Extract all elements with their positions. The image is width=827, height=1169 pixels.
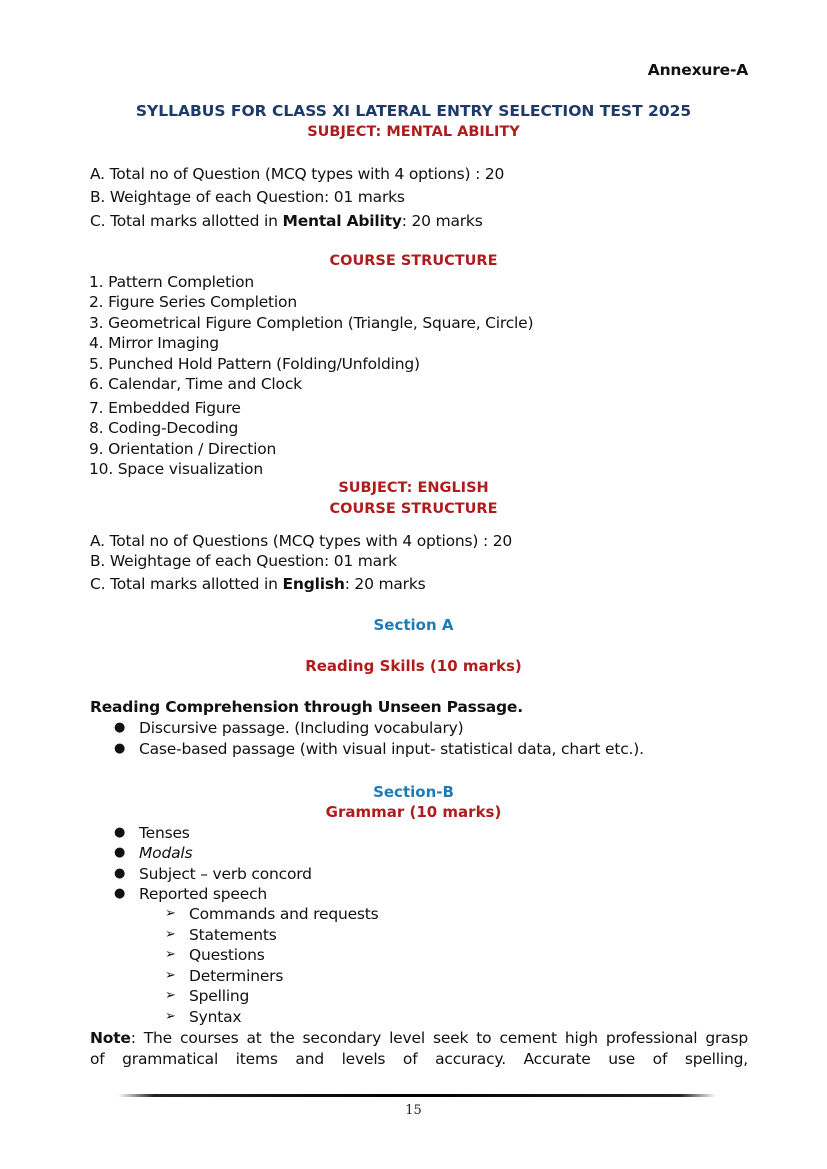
note-label: Note [90,1029,131,1047]
list-item: 8. Coding-Decoding [89,419,239,437]
list-item: Spelling [189,987,250,1005]
list-item: Reported speech [139,885,268,903]
mental-total-marks-suffix: : 20 marks [401,212,483,230]
annexure-label: Annexure-A [647,61,748,79]
note-line-1 [90,1028,748,1049]
footer-divider [118,1094,716,1097]
list-item: Subject – verb concord [139,865,312,883]
mental-total-questions: A. Total no of Question (MCQ types with 4 options) : 20 [90,165,505,183]
english-total-marks-prefix: C. Total marks allotted in [90,575,283,593]
arrow-bullet-icon: ➢ [165,1009,176,1024]
english-course-structure-heading: COURSE STRUCTURE [329,501,498,517]
mental-course-structure-heading: COURSE STRUCTURE [329,253,498,269]
note-line-2 [90,1049,748,1070]
reading-skills-heading: Reading Skills (10 marks) [305,657,522,675]
list-item: 1. Pattern Completion [89,273,254,291]
arrow-bullet-icon: ➢ [165,988,176,1003]
list-item: Determiners [189,967,284,985]
arrow-bullet-icon: ➢ [165,947,176,962]
section-a-heading: Section A [373,616,454,634]
list-item: 6. Calendar, Time and Clock [89,375,302,393]
english-total-marks-subject: English [282,575,345,593]
bullet-icon: ● [114,866,126,881]
arrow-bullet-icon: ➢ [165,906,176,921]
list-item: Tenses [139,824,190,842]
arrow-bullet-icon: ➢ [165,968,176,983]
bullet-icon: ● [114,825,126,840]
list-item: Modals [139,844,193,862]
bullet-icon: ● [114,741,126,756]
reading-comprehension-lead: Reading Comprehension through Unseen Passage. [90,698,523,716]
english-total-questions: A. Total no of Questions (MCQ types with 4 options) : 20 [90,532,513,550]
mental-total-marks-subject: Mental Ability [282,212,402,230]
bullet-icon: ● [114,886,126,901]
note-text-1: : The courses at the secondary level seek to cement high professional grasp [130,1029,748,1047]
list-item: Commands and requests [189,905,379,923]
bullet-icon: ● [114,720,126,735]
list-item: 5. Punched Hold Pattern (Folding/Unfolding) [89,355,420,373]
english-total-marks [90,575,426,593]
english-total-marks-suffix: : 20 marks [344,575,426,593]
list-item: 7. Embedded Figure [89,399,241,417]
list-item: Statements [189,926,277,944]
section-b-heading: Section-B [373,783,454,801]
page-number: 15 [405,1103,422,1118]
list-item: 10. Space visualization [89,460,263,478]
english-weightage: B. Weightage of each Question: 01 mark [90,552,397,570]
list-item: 2. Figure Series Completion [89,293,297,311]
list-item: Discursive passage. (Including vocabulary) [139,719,464,737]
list-item: Questions [189,946,265,964]
mental-weightage: B. Weightage of each Question: 01 marks [90,188,405,206]
grammar-heading: Grammar (10 marks) [325,803,502,821]
note-text-2: of grammatical items and levels of accuracy. Accurate use of spelling, [90,1050,748,1068]
list-item: 4. Mirror Imaging [89,334,219,352]
page-title: SYLLABUS FOR CLASS XI LATERAL ENTRY SELECTION TEST 2025 [135,102,692,120]
list-item: 3. Geometrical Figure Completion (Triangle, Square, Circle) [89,314,534,332]
list-item: 9. Orientation / Direction [89,440,277,458]
subject-mental-ability-heading: SUBJECT: MENTAL ABILITY [307,124,520,140]
bullet-icon: ● [114,845,126,860]
subject-english-heading: SUBJECT: ENGLISH [338,480,489,496]
arrow-bullet-icon: ➢ [165,927,176,942]
list-item: Case-based passage (with visual input- statistical data, chart etc.). [139,740,644,758]
mental-total-marks [90,212,483,230]
list-item: Syntax [189,1008,242,1026]
mental-total-marks-prefix: C. Total marks allotted in [90,212,283,230]
